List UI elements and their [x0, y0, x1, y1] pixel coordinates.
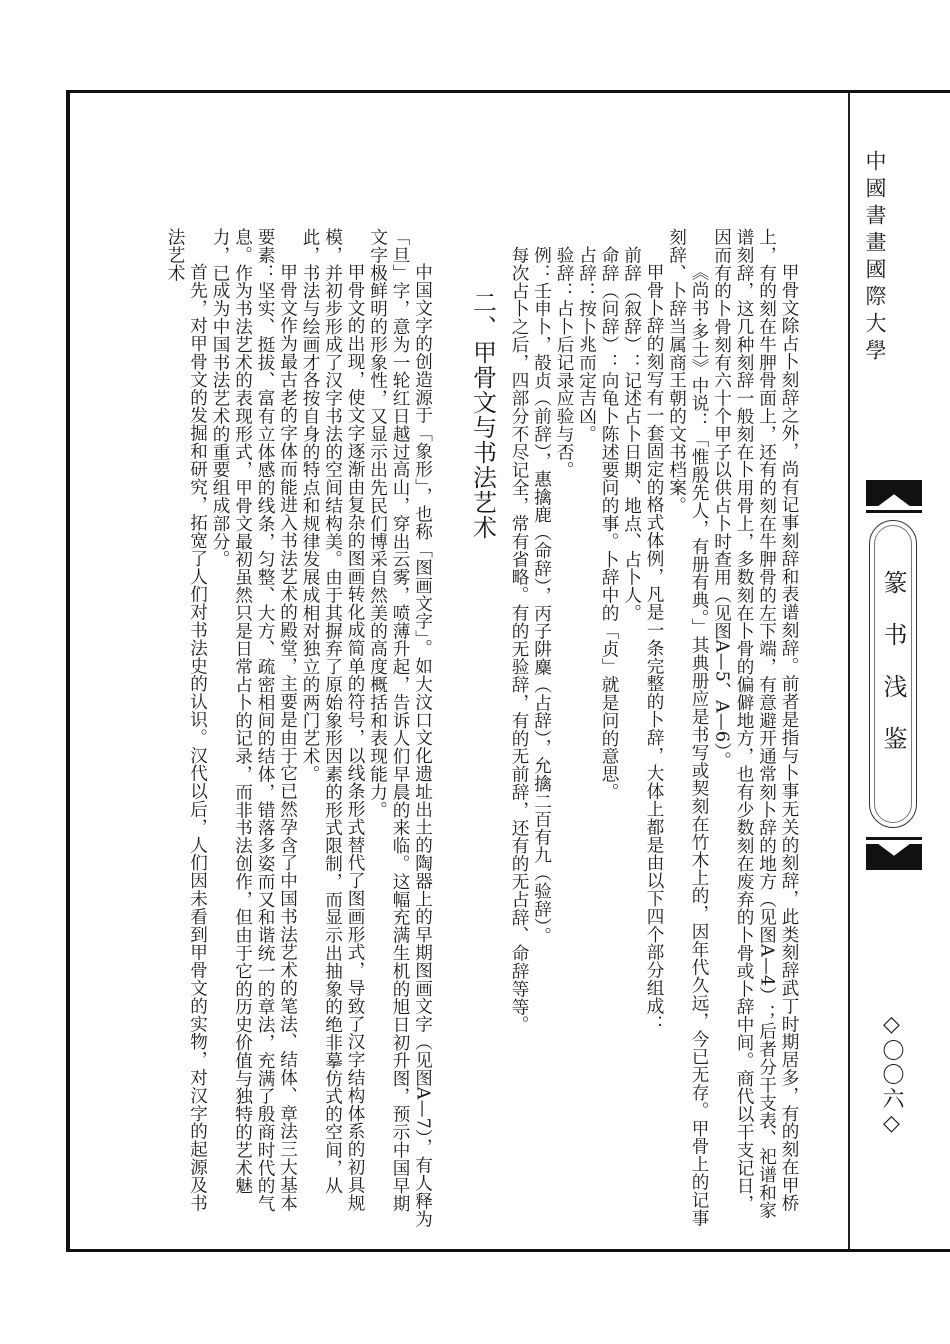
page-number: ◇〇〇六◇ [879, 1012, 904, 1138]
paragraph: 甲骨文除占卜刻辞之外，尚有记事刻辞和表谱刻辞。前者是指与卜事无关的刻辞，此类刻辞武丁时期居多，有的刻在甲桥上，有的刻在牛胛骨面上，还有的刻在牛胛骨的左下端，有意避开通常刻卜辞的地方（见图A—4）；后者分干支表、祀谱和家谱刻辞，这几种刻辞一般刻在卜用骨上，多数刻在卜骨的偏僻地方，也有少数刻在废弃的卜骨或卜辞中间。商代以干支记日，因而有的卜骨刻有六十个甲子以供占卜时查用（见图A—5、A—6）。 [711, 228, 799, 1220]
section-heading: 二、甲骨文与书法艺术 [468, 290, 497, 541]
cartouche-bottom-ornament [866, 844, 922, 870]
paragraph: 甲骨文的出现，使文字逐渐由复杂的图画转化成简单的符号，以线条形式替代了图画形式，导致了汉字结构体系的初具规模，并初步形成了汉字书法的空间结构美。由于其摒弃了原始象形因素的形式限制，而显示出抽象的绝非摹仿式的空间，从此，书法与绘画才各按自身的特点和规律发展成相对独立的两门艺术。 [300, 228, 365, 1212]
cartouche-bottom-rule [866, 837, 922, 840]
spacer [434, 228, 448, 1228]
paragraph-predicate: 前辞（叙辞）：记述占卜日期、地点、占卜人。 [621, 245, 642, 622]
margin-separator-line [848, 93, 850, 1249]
book-title: 篆书浅鉴 [879, 570, 907, 778]
paragraph-prognosis: 占辞：按卜兆而定吉凶。 [576, 245, 597, 443]
book-title-cartouche [866, 480, 922, 870]
paragraph: 甲骨卜辞的刻写有一套固定的格式体例，凡是一条完整的卜辞，大体上都是由以下四个部分组成： [644, 263, 664, 1033]
cartouche-top-rule [866, 510, 922, 513]
paragraph-example: 例：壬申卜，㱿贞（前辞），惠擒鹿（命辞），丙子阱麋（占辞），允擒二百有九（验辞）。 [531, 245, 552, 945]
paragraph: 甲骨文作为最古老的字体而能进入书法艺术的殿堂，主要是由于它已然孕含了中国书法艺术的笔法、结体、章法三大基本要素：坚实、挺拔、富有立体感的线条，匀整、大方、疏密相间的结体，错落多姿而又和谐统一的章法，充满了殷商时代的气息。作为书法艺术的表现形式，甲骨文最初虽然只是日常占卜的记录，而非书法创作，但由于它的历史价值与独特的艺术魅力，已成为中国书法艺术的重要组成部分。 [210, 228, 298, 1213]
paragraph: 中国文字的创造源于「象形」，也称「图画文字」。如大汶口文化遗址出土的陶器上的早期图画文字（见图A—7），有人释为「旦」字，意为一轮红日越过高山，穿出云雾，喷薄升起，告诉人们早晨的来临。这幅充满生机的旭日初升图，预示中国早期文字极鲜明的形象性，又显示出先民们博采自然美的高度概括和表现能力。 [367, 228, 433, 1228]
cartouche-top-ornament [866, 480, 922, 506]
paragraph-verification: 验辞：占卜后记录应验与否。 [554, 245, 574, 479]
paragraph: 每次占卜之后，四部分不尽记全，常有省略。有的无验辞，有的无前辞，还有的无占辞、命辞等等。 [509, 245, 529, 1034]
cartouche-label [869, 520, 917, 828]
paragraph: 《尚书·多士》中说：「惟殷先人，有册有典。」其典册应是书写或契刻在竹木上的，因年代久远，今已无存。甲骨上的记事刻辞、卜辞当属商王朝的文书档案。 [666, 228, 709, 1227]
paragraph-charge: 命辞（问辞）：向龟卜陈述要问的事。卜辞中的「贞」就是问的意思。 [599, 245, 619, 801]
paragraph: 首先，对甲骨文的发掘和研究，拓宽了人们对书法史的认识。汉代以后，人们因未看到甲骨文的实物，对汉字的起源及书法艺术 [165, 228, 208, 1212]
series-title: 中國書畫國際大學 [863, 150, 887, 366]
body-text [120, 228, 800, 1228]
